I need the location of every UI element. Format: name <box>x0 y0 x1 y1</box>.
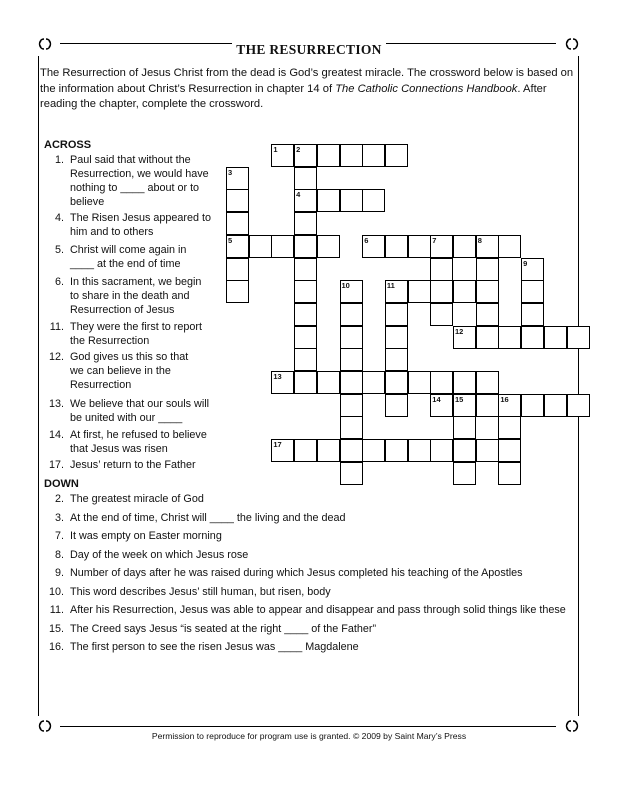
cell-number: 11 <box>386 281 395 291</box>
clue-line: God gives us this so that <box>70 351 189 363</box>
crossword-cell[interactable] <box>362 439 385 462</box>
clue-text <box>70 350 188 392</box>
cell-number: 13 <box>273 372 282 381</box>
clue-line: Resurrection, we would have <box>70 168 209 180</box>
clue-line: In this sacrament, we begin <box>70 276 202 288</box>
cell-number: 2 <box>296 145 301 154</box>
crossword-cell[interactable] <box>226 212 249 235</box>
cell-number: 14 <box>432 394 441 404</box>
crossword-cell[interactable] <box>340 416 363 439</box>
crossword-cell[interactable] <box>362 189 385 212</box>
clue-number: 15. <box>48 622 64 635</box>
crossword-cell[interactable] <box>476 439 499 462</box>
crossword-cell[interactable] <box>567 326 590 349</box>
crossword-cell[interactable] <box>408 439 431 462</box>
crossword-cell[interactable] <box>567 394 590 417</box>
clue-line: We believe that our souls will <box>70 398 210 410</box>
cell-number: 8 <box>477 235 482 245</box>
crossword-cell[interactable] <box>340 394 363 417</box>
crossword-cell[interactable] <box>544 326 567 349</box>
crossword-cell[interactable] <box>498 235 521 258</box>
crossword-cell[interactable] <box>294 439 317 462</box>
clue-number: 2. <box>54 493 64 505</box>
crossword-cell[interactable] <box>430 303 453 326</box>
crossword-cell[interactable] <box>340 439 363 462</box>
clue-number: 4. <box>54 212 64 224</box>
crossword-cell[interactable] <box>385 303 408 326</box>
intro-paragraph <box>40 66 580 113</box>
crossword-cell[interactable] <box>385 326 408 349</box>
clue-line: The Risen Jesus appeared to <box>70 212 212 224</box>
clue-text <box>70 243 186 271</box>
frame-bottom-line <box>60 726 556 727</box>
crossword-cell[interactable] <box>317 144 340 167</box>
copyright-footer: Permission to reproduce for program use is granted. © 2009 by Saint Mary’s Press <box>151 731 467 741</box>
clue-text: It was empty on Easter morning <box>70 530 222 542</box>
crossword-cell[interactable] <box>294 303 317 326</box>
crossword-cell[interactable] <box>521 280 544 303</box>
clue-line: him and to others <box>70 226 154 238</box>
crossword-cell[interactable] <box>294 371 317 394</box>
cell-number: 7 <box>432 235 437 245</box>
clue-text <box>70 397 209 425</box>
clue-text <box>70 428 207 456</box>
crossword-cell[interactable] <box>385 394 408 417</box>
crossword-cell[interactable] <box>408 235 431 258</box>
clue-number: 10. <box>48 585 64 598</box>
crossword-cell[interactable] <box>317 189 340 212</box>
down-heading: DOWN <box>44 478 79 490</box>
crossword-cell[interactable] <box>271 235 294 258</box>
clue-line: Resurrection <box>70 379 132 391</box>
crossword-cell[interactable] <box>476 303 499 326</box>
crossword-cell[interactable] <box>498 326 521 349</box>
crossword-cell[interactable] <box>498 462 521 485</box>
clue-text: Day of the week on which Jesus rose <box>70 548 249 561</box>
crossword-cell[interactable] <box>340 348 363 371</box>
crossword-cell[interactable] <box>362 371 385 394</box>
crossword-cell[interactable] <box>521 303 544 326</box>
crossword-cell[interactable] <box>544 394 567 417</box>
crossword-cell[interactable] <box>498 439 521 462</box>
crossword-cell[interactable] <box>294 235 317 258</box>
clue-line: Jesus’ return to the Father <box>70 459 196 471</box>
clue-text: The first person to see the risen Jesus was ____ Magdalene <box>70 641 359 653</box>
clue-text: The Creed says Jesus “is seated at the right ____ of the Father” <box>70 622 377 635</box>
crossword-cell[interactable] <box>476 280 499 303</box>
clue-number: 7. <box>54 530 64 542</box>
cell-number: 12 <box>455 326 464 336</box>
clue-text: The greatest miracle of God <box>70 493 204 505</box>
clue-text: This word describes Jesus’ still human, but risen, body <box>70 585 331 598</box>
crossword-cell[interactable] <box>453 462 476 485</box>
crossword-cell[interactable] <box>453 280 476 303</box>
crossword-cell[interactable] <box>294 280 317 303</box>
crossword-cell[interactable] <box>340 303 363 326</box>
clue-number: 16. <box>48 641 64 653</box>
clue-number: 14. <box>48 429 64 441</box>
cell-number: 5 <box>228 235 233 245</box>
crossword-cell[interactable] <box>385 235 408 258</box>
crossword-cell[interactable] <box>226 189 249 212</box>
clue-line: we can believe in the <box>70 365 171 377</box>
cell-number: 15 <box>455 394 464 404</box>
clue-line: They were the first to report <box>70 321 203 333</box>
frame-left-line <box>38 56 39 716</box>
crossword-cell[interactable] <box>385 439 408 462</box>
crossword-cell[interactable] <box>430 371 453 394</box>
clue-number: 6. <box>54 276 64 288</box>
clue-text <box>70 458 196 472</box>
crossword-cell[interactable] <box>476 371 499 394</box>
cell-number: 1 <box>273 145 278 154</box>
cell-number: 6 <box>364 235 369 245</box>
clue-line: to share in the death and <box>70 290 190 302</box>
clue-text <box>70 153 209 209</box>
crossword-cell[interactable] <box>362 144 385 167</box>
intro-text-end: . After reading the chapter, complete the crossword. <box>40 82 547 110</box>
crossword-cell[interactable] <box>476 394 499 417</box>
across-heading: ACROSS <box>44 139 92 151</box>
crossword-cell[interactable] <box>294 326 317 349</box>
cell-number: 3 <box>228 167 233 177</box>
book-title: The Catholic Connections Handbook <box>335 82 518 95</box>
clue-number: 17. <box>48 459 64 471</box>
clue-number: 9. <box>54 567 64 579</box>
crossword-cell[interactable] <box>430 280 453 303</box>
crossword-cell[interactable] <box>521 326 544 349</box>
cell-number: 17 <box>273 440 282 450</box>
clue-text <box>70 275 201 317</box>
clue-line: Paul said that without the <box>70 154 191 166</box>
crossword-cell[interactable] <box>340 326 363 349</box>
crossword-cell[interactable] <box>408 371 431 394</box>
clue-number: 11. <box>49 604 64 616</box>
crossword-cell[interactable] <box>430 439 453 462</box>
crossword-cell[interactable] <box>385 371 408 394</box>
cell-number: 4 <box>296 190 301 200</box>
intro-text: The Resurrection of Jesus Christ from the dead is God’s greatest miracle. The crossword below is based on the information about Christ’s Resurrection in chapter 14 of <box>40 67 574 95</box>
crossword-cell[interactable] <box>294 348 317 371</box>
crossword-cell[interactable] <box>294 167 317 190</box>
crossword-cell[interactable] <box>317 371 340 394</box>
crossword-cell[interactable] <box>294 212 317 235</box>
crossword-cell[interactable] <box>498 416 521 439</box>
crossword-cell[interactable] <box>249 235 272 258</box>
crossword-cell[interactable] <box>226 280 249 303</box>
crossword-cell[interactable] <box>521 394 544 417</box>
cell-number: 9 <box>523 258 528 268</box>
crossword-cell[interactable] <box>430 258 453 281</box>
crossword-cell[interactable] <box>453 416 476 439</box>
clue-text <box>70 320 202 348</box>
clue-line: At first, he refused to believe <box>70 429 207 441</box>
clue-text: At the end of time, Christ will ____ the living and the dead <box>70 511 346 524</box>
crossword-cell[interactable] <box>317 439 340 462</box>
cell-number: 16 <box>500 394 509 404</box>
clue-line: Christ will come again in <box>70 244 187 256</box>
crossword-cell[interactable] <box>340 189 363 212</box>
crossword-cell[interactable] <box>340 371 363 394</box>
crossword-cell[interactable] <box>453 371 476 394</box>
crossword-cell[interactable] <box>476 258 499 281</box>
crossword-cell[interactable] <box>476 326 499 349</box>
crossword-cell[interactable] <box>317 235 340 258</box>
clue-line: that Jesus was risen <box>70 443 168 455</box>
clue-text: After his Resurrection, Jesus was able to appear and disappear and pass through solid things like these <box>70 604 566 616</box>
crossword-cell[interactable] <box>385 144 408 167</box>
frame-right-line <box>578 56 579 716</box>
crossword-cell[interactable] <box>340 144 363 167</box>
crossword-cell[interactable] <box>385 348 408 371</box>
page-title: THE RESURRECTION <box>236 42 382 57</box>
clue-line: believe <box>70 196 105 208</box>
crossword-cell[interactable] <box>408 280 431 303</box>
clue-number: 3. <box>54 511 64 524</box>
crossword-cell[interactable] <box>453 235 476 258</box>
clue-number: 5. <box>54 244 64 256</box>
crossword-cell[interactable] <box>453 439 476 462</box>
cell-number: 10 <box>341 281 350 291</box>
clue-line: Resurrection of Jesus <box>70 304 175 316</box>
clue-number: 11. <box>49 321 64 333</box>
clue-number: 1. <box>54 154 64 166</box>
crossword-cell[interactable] <box>340 462 363 485</box>
clue-line: nothing to ____ about or to <box>70 182 200 194</box>
clue-number: 12. <box>48 351 64 363</box>
clue-line: be united with our ____ <box>70 412 183 424</box>
crossword-cell[interactable] <box>294 258 317 281</box>
clue-number: 8. <box>54 548 64 561</box>
clue-text: Number of days after he was raised during which Jesus completed his teaching of the Apostles <box>70 567 523 579</box>
crossword-cell[interactable] <box>226 258 249 281</box>
clue-text <box>70 211 211 239</box>
clue-line: ____ at the end of time <box>70 258 181 270</box>
clue-number: 13. <box>48 398 64 410</box>
clue-line: the Resurrection <box>70 335 150 347</box>
